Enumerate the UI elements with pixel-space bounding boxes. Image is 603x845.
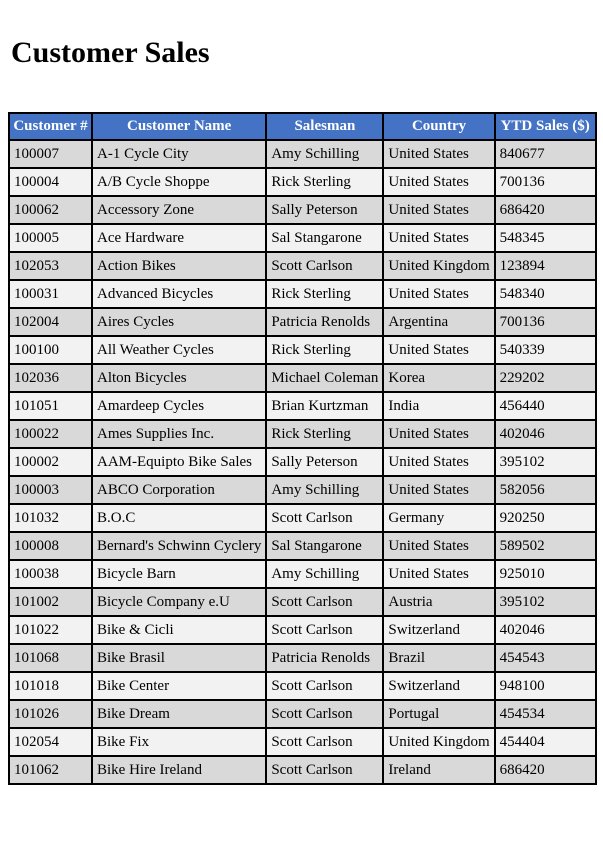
page-title: Customer Sales <box>11 36 210 69</box>
cell-country: United States <box>383 280 494 308</box>
table-row <box>9 392 596 420</box>
table-row <box>9 252 596 280</box>
cell-salesman: Amy Schilling <box>266 140 383 168</box>
table-row <box>9 756 596 784</box>
cell-ytd-sales: 548340 <box>495 280 596 308</box>
cell-customer-number: 100100 <box>9 336 92 364</box>
table-row <box>9 588 596 616</box>
cell-customer-name: All Weather Cycles <box>92 336 266 364</box>
cell-country: United Kingdom <box>383 252 494 280</box>
cell-customer-number: 100004 <box>9 168 92 196</box>
cell-customer-name: ABCO Corporation <box>92 476 266 504</box>
cell-salesman: Scott Carlson <box>266 700 383 728</box>
table-body <box>9 140 596 784</box>
cell-country: United States <box>383 196 494 224</box>
table-row <box>9 672 596 700</box>
cell-customer-name: B.O.C <box>92 504 266 532</box>
cell-country: Argentina <box>383 308 494 336</box>
cell-salesman: Scott Carlson <box>266 728 383 756</box>
cell-customer-number: 100002 <box>9 448 92 476</box>
cell-country: India <box>383 392 494 420</box>
cell-customer-name: Action Bikes <box>92 252 266 280</box>
table-row <box>9 728 596 756</box>
cell-customer-name: AAM-Equipto Bike Sales <box>92 448 266 476</box>
cell-salesman: Scott Carlson <box>266 252 383 280</box>
cell-country: United States <box>383 560 494 588</box>
cell-salesman: Rick Sterling <box>266 280 383 308</box>
cell-customer-name: Bike Center <box>92 672 266 700</box>
cell-country: Switzerland <box>383 672 494 700</box>
cell-customer-name: Bike Dream <box>92 700 266 728</box>
cell-customer-number: 101062 <box>9 756 92 784</box>
cell-customer-number: 101022 <box>9 616 92 644</box>
table-row <box>9 336 596 364</box>
cell-ytd-sales: 840677 <box>495 140 596 168</box>
cell-customer-number: 102054 <box>9 728 92 756</box>
cell-ytd-sales: 456440 <box>495 392 596 420</box>
cell-salesman: Scott Carlson <box>266 616 383 644</box>
cell-salesman: Sal Stangarone <box>266 532 383 560</box>
cell-country: Ireland <box>383 756 494 784</box>
cell-customer-name: Amardeep Cycles <box>92 392 266 420</box>
cell-customer-number: 100008 <box>9 532 92 560</box>
table-row <box>9 504 596 532</box>
cell-country: United States <box>383 168 494 196</box>
cell-country: United States <box>383 224 494 252</box>
cell-country: United Kingdom <box>383 728 494 756</box>
column-header-country: Country <box>383 113 494 140</box>
cell-customer-number: 100005 <box>9 224 92 252</box>
cell-salesman: Scott Carlson <box>266 672 383 700</box>
cell-country: Portugal <box>383 700 494 728</box>
cell-salesman: Scott Carlson <box>266 504 383 532</box>
cell-customer-name: Bicycle Barn <box>92 560 266 588</box>
column-header-salesman: Salesman <box>266 113 383 140</box>
cell-customer-number: 101051 <box>9 392 92 420</box>
cell-country: United States <box>383 476 494 504</box>
cell-customer-number: 101026 <box>9 700 92 728</box>
table-row <box>9 168 596 196</box>
table-row <box>9 560 596 588</box>
cell-customer-number: 101018 <box>9 672 92 700</box>
cell-ytd-sales: 700136 <box>495 308 596 336</box>
table-row <box>9 616 596 644</box>
cell-customer-name: Accessory Zone <box>92 196 266 224</box>
cell-country: United States <box>383 448 494 476</box>
cell-salesman: Amy Schilling <box>266 560 383 588</box>
cell-customer-name: Bike Brasil <box>92 644 266 672</box>
cell-salesman: Brian Kurtzman <box>266 392 383 420</box>
cell-country: Switzerland <box>383 616 494 644</box>
cell-customer-name: Aires Cycles <box>92 308 266 336</box>
cell-ytd-sales: 454404 <box>495 728 596 756</box>
cell-customer-name: Bike Fix <box>92 728 266 756</box>
cell-customer-number: 100022 <box>9 420 92 448</box>
table-row <box>9 196 596 224</box>
cell-customer-number: 100038 <box>9 560 92 588</box>
cell-ytd-sales: 948100 <box>495 672 596 700</box>
cell-customer-number: 100031 <box>9 280 92 308</box>
cell-country: United States <box>383 140 494 168</box>
table-row <box>9 700 596 728</box>
customer-sales-table <box>8 112 597 785</box>
cell-customer-number: 100007 <box>9 140 92 168</box>
table-row <box>9 476 596 504</box>
cell-ytd-sales: 686420 <box>495 756 596 784</box>
cell-ytd-sales: 454534 <box>495 700 596 728</box>
cell-salesman: Scott Carlson <box>266 588 383 616</box>
table-row <box>9 308 596 336</box>
cell-salesman: Patricia Renolds <box>266 308 383 336</box>
cell-customer-name: Ames Supplies Inc. <box>92 420 266 448</box>
cell-ytd-sales: 395102 <box>495 588 596 616</box>
cell-customer-name: Bernard's Schwinn Cyclery <box>92 532 266 560</box>
cell-country: United States <box>383 532 494 560</box>
cell-ytd-sales: 920250 <box>495 504 596 532</box>
cell-salesman: Rick Sterling <box>266 336 383 364</box>
cell-customer-name: A/B Cycle Shoppe <box>92 168 266 196</box>
cell-ytd-sales: 454543 <box>495 644 596 672</box>
cell-customer-number: 100062 <box>9 196 92 224</box>
cell-customer-name: A-1 Cycle City <box>92 140 266 168</box>
cell-country: United States <box>383 336 494 364</box>
column-header-customer-name: Customer Name <box>92 113 266 140</box>
cell-ytd-sales: 589502 <box>495 532 596 560</box>
cell-ytd-sales: 123894 <box>495 252 596 280</box>
cell-customer-name: Bicycle Company e.U <box>92 588 266 616</box>
cell-salesman: Rick Sterling <box>266 420 383 448</box>
cell-customer-number: 100003 <box>9 476 92 504</box>
cell-country: Germany <box>383 504 494 532</box>
table-row <box>9 140 596 168</box>
cell-salesman: Sally Peterson <box>266 196 383 224</box>
table-row <box>9 644 596 672</box>
cell-customer-name: Ace Hardware <box>92 224 266 252</box>
cell-customer-number: 101068 <box>9 644 92 672</box>
cell-customer-number: 102036 <box>9 364 92 392</box>
cell-customer-number: 101032 <box>9 504 92 532</box>
cell-ytd-sales: 686420 <box>495 196 596 224</box>
cell-salesman: Rick Sterling <box>266 168 383 196</box>
cell-country: Austria <box>383 588 494 616</box>
cell-salesman: Michael Coleman <box>266 364 383 392</box>
cell-customer-name: Alton Bicycles <box>92 364 266 392</box>
table-row <box>9 280 596 308</box>
cell-country: United States <box>383 420 494 448</box>
table-row <box>9 224 596 252</box>
column-header-customer-number: Customer # <box>9 113 92 140</box>
cell-ytd-sales: 582056 <box>495 476 596 504</box>
cell-ytd-sales: 700136 <box>495 168 596 196</box>
cell-salesman: Scott Carlson <box>266 756 383 784</box>
cell-salesman: Patricia Renolds <box>266 644 383 672</box>
table-row <box>9 448 596 476</box>
cell-customer-number: 102053 <box>9 252 92 280</box>
cell-country: Korea <box>383 364 494 392</box>
table-row <box>9 532 596 560</box>
cell-ytd-sales: 229202 <box>495 364 596 392</box>
cell-customer-number: 101002 <box>9 588 92 616</box>
table-header-row <box>9 113 596 140</box>
cell-ytd-sales: 925010 <box>495 560 596 588</box>
cell-ytd-sales: 540339 <box>495 336 596 364</box>
cell-customer-name: Bike Hire Ireland <box>92 756 266 784</box>
cell-salesman: Sal Stangarone <box>266 224 383 252</box>
cell-customer-name: Bike & Cicli <box>92 616 266 644</box>
cell-ytd-sales: 402046 <box>495 420 596 448</box>
table-row <box>9 364 596 392</box>
column-header-ytd-sales: YTD Sales ($) <box>495 113 596 140</box>
table-row <box>9 420 596 448</box>
cell-salesman: Sally Peterson <box>266 448 383 476</box>
cell-salesman: Amy Schilling <box>266 476 383 504</box>
cell-ytd-sales: 402046 <box>495 616 596 644</box>
cell-customer-name: Advanced Bicycles <box>92 280 266 308</box>
cell-customer-number: 102004 <box>9 308 92 336</box>
cell-ytd-sales: 395102 <box>495 448 596 476</box>
cell-country: Brazil <box>383 644 494 672</box>
cell-ytd-sales: 548345 <box>495 224 596 252</box>
